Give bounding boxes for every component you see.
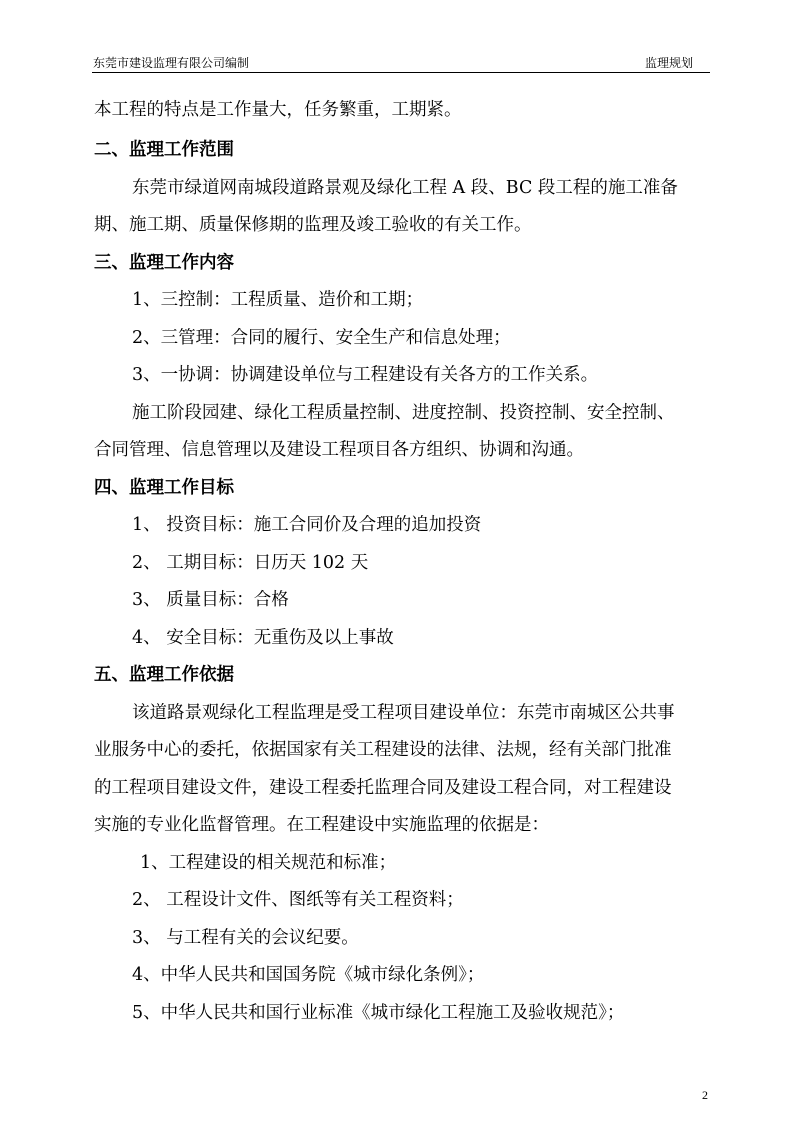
section-heading: 二、监理工作范围 <box>94 140 234 160</box>
text-line: 的工程项目建设文件，建设工程委托监理合同及建设工程合同，对工程建设 <box>94 778 672 798</box>
text-line: 3、一协调：协调建设单位与工程建设有关各方的工作关系。 <box>132 365 599 385</box>
text-line: 3、 与工程有关的会议纪要。 <box>132 928 359 948</box>
text-line: 施工阶段园建、绿化工程质量控制、进度控制、投资控制、安全控制、 <box>132 403 675 423</box>
section-heading: 四、监理工作目标 <box>94 478 234 498</box>
header-doc-title: 监理规划 <box>645 56 694 70</box>
text-line: 合同管理、信息管理以及建设工程项目各方组织、协调和沟通。 <box>94 440 584 460</box>
header-rule <box>92 72 710 73</box>
text-line: 该道路景观绿化工程监理是受工程项目建设单位：东莞市南城区公共事 <box>132 703 675 723</box>
section-heading: 五、监理工作依据 <box>94 665 234 685</box>
text-line: 期、施工期、质量保修期的监理及竣工验收的有关工作。 <box>94 215 532 235</box>
text-line: 1、工程建设的相关规范和标准； <box>140 853 397 873</box>
text-line: 2、三管理：合同的履行、安全生产和信息处理； <box>132 328 511 348</box>
text-line: 业服务中心的委托，依据国家有关工程建设的法律、法规，经有关部门批准 <box>94 740 672 760</box>
text-line: 4、中华人民共和国国务院《城市绿化条例》； <box>132 965 485 985</box>
text-line: 2、 工程设计文件、图纸等有关工程资料； <box>132 890 464 910</box>
header-company: 东莞市建设监理有限公司编制 <box>93 56 250 70</box>
text-line: 实施的专业化监督管理。在工程建设中实施监理的依据是： <box>94 815 549 835</box>
text-line: 1、三控制：工程质量、造价和工期； <box>132 290 424 310</box>
text-line: 3、 质量目标：合格 <box>132 590 289 610</box>
page-number: 2 <box>702 1088 708 1102</box>
section-heading: 三、监理工作内容 <box>94 253 234 273</box>
text-line: 4、 安全目标：无重伤及以上事故 <box>132 628 394 648</box>
text-line: 东莞市绿道网南城段道路景观及绿化工程 A 段、BC 段工程的施工准备 <box>132 178 678 198</box>
text-line: 1、 投资目标：施工合同价及合理的追加投资 <box>132 515 482 535</box>
text-line: 本工程的特点是工作量大，任务繁重，工期紧。 <box>94 100 462 120</box>
text-line: 5、中华人民共和国行业标准《城市绿化工程施工及验收规范》； <box>132 1003 625 1023</box>
text-line: 2、 工期目标：日历天 102 天 <box>132 553 369 573</box>
